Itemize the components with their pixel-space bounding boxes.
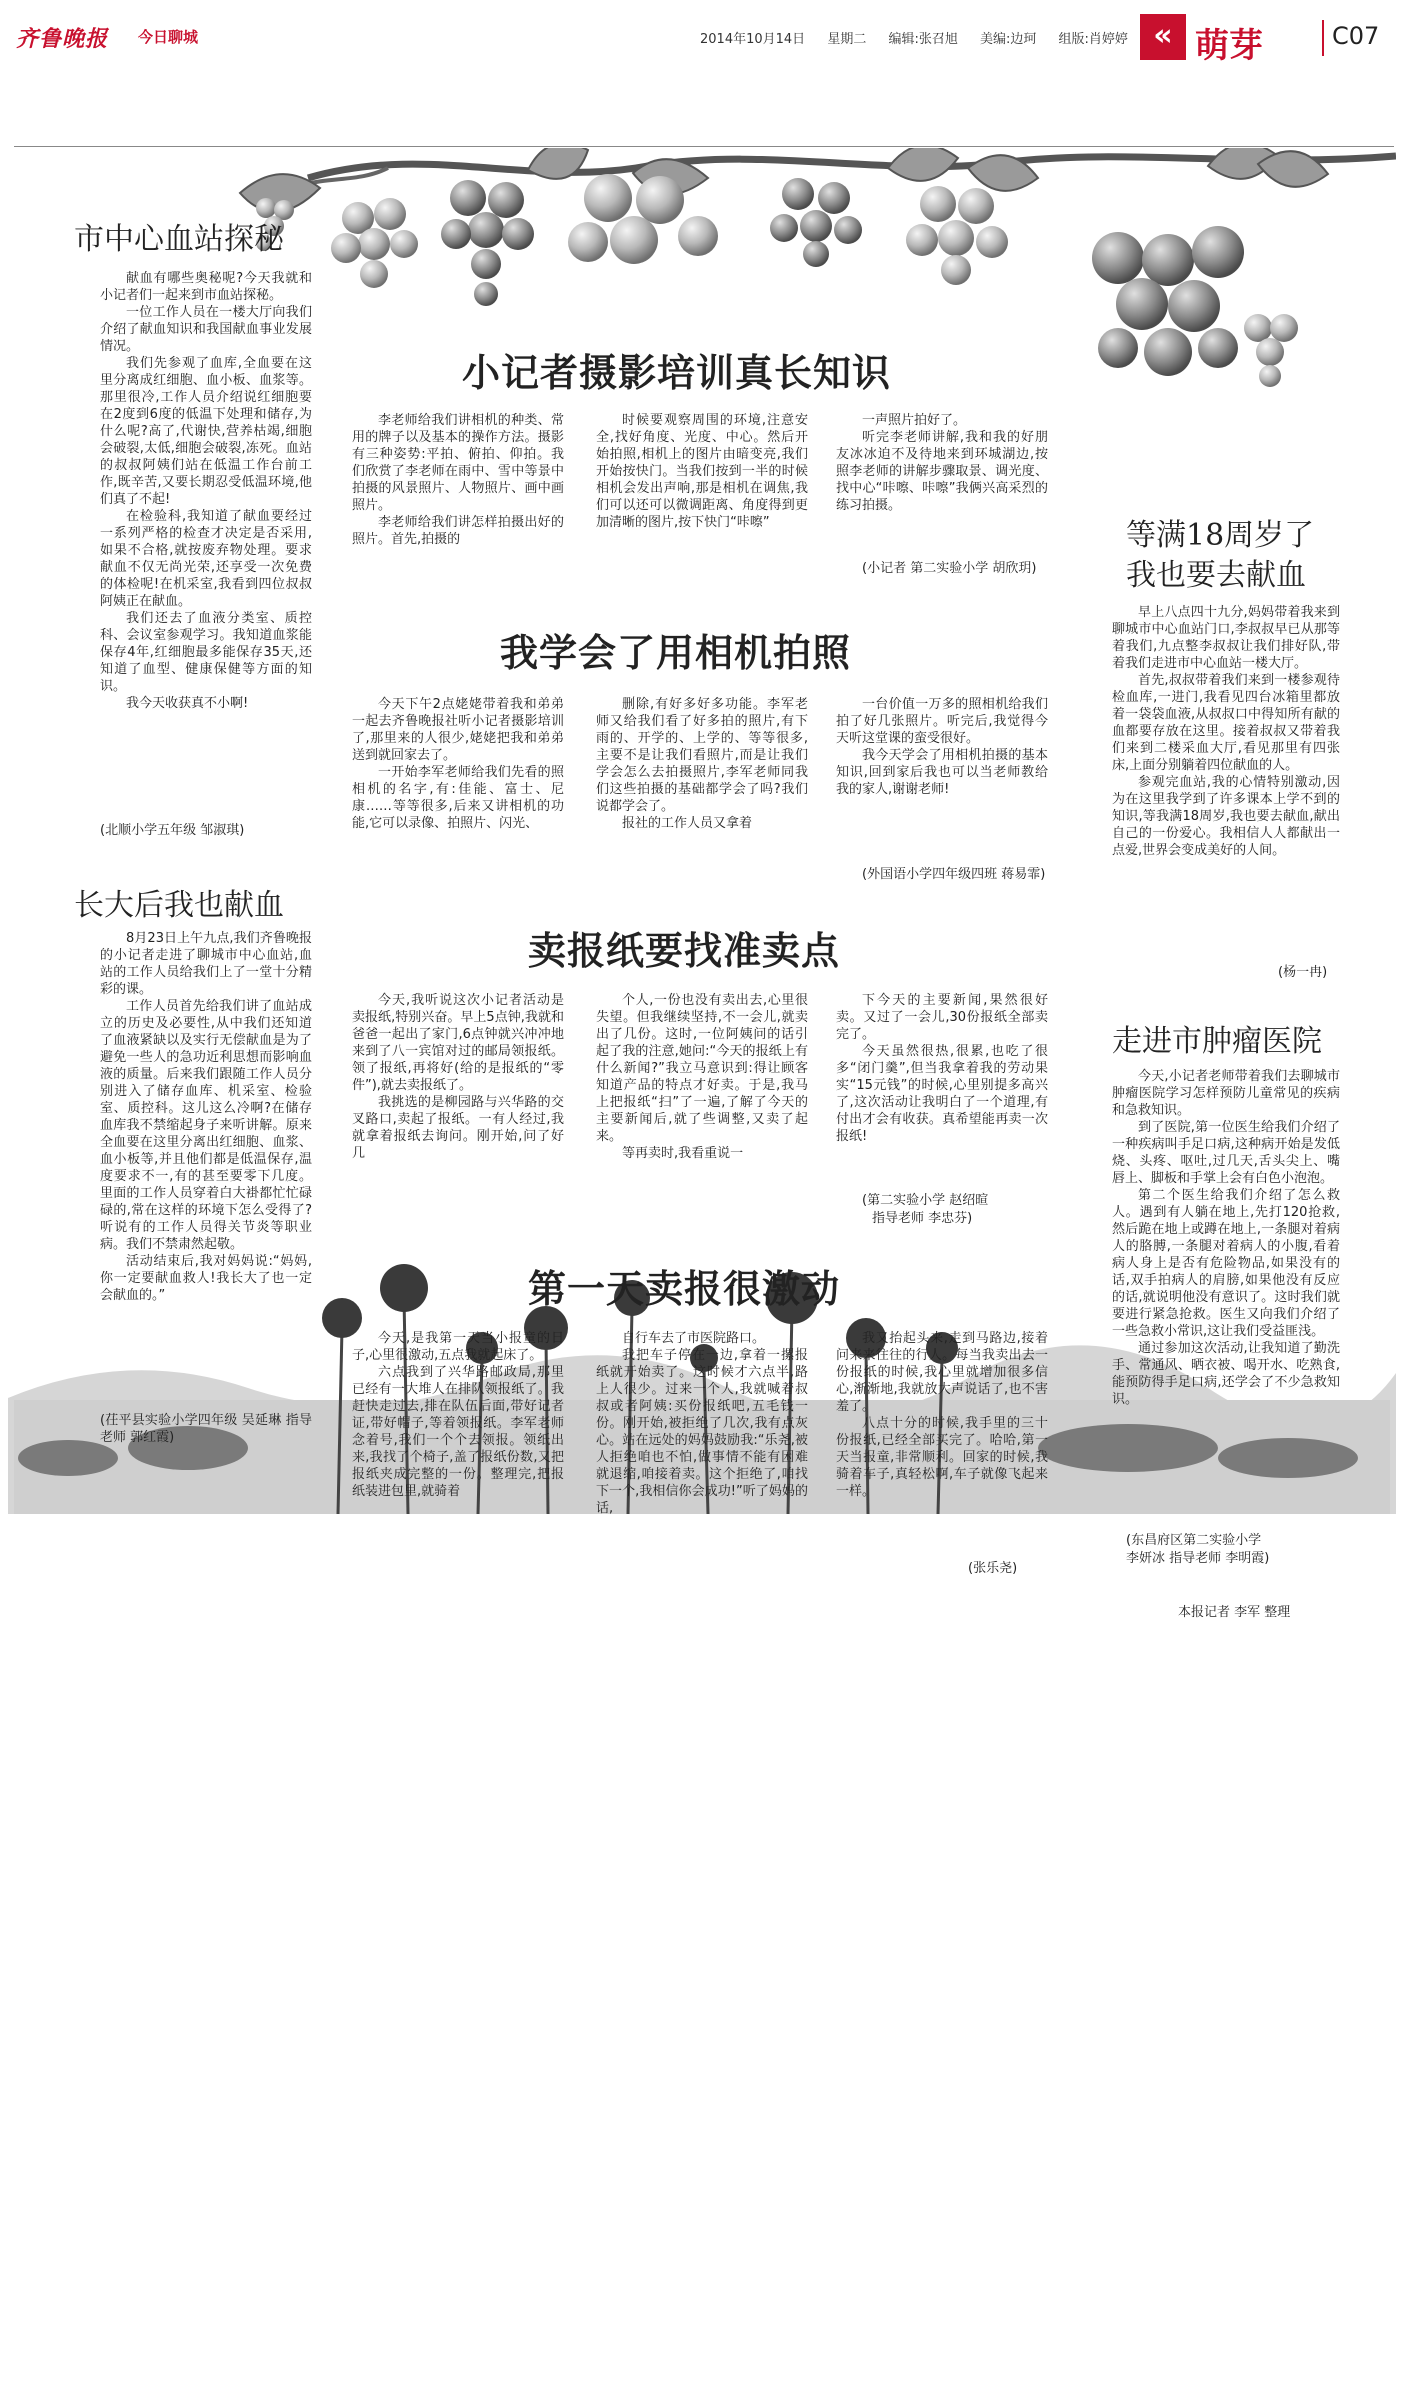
byline-grow-up-donate: (茌平县实验小学四年级 吴延琳 指导老师 郭红霞) [100,1413,312,1445]
paragraph: 我今天学会了用相机拍摄的基本知识,回到家后我也可以当老师教给我的家人,谢谢老师! [836,748,1048,797]
paragraph: 李老师给我们讲怎样拍摄出好的照片。首先,拍摄的 [352,515,564,547]
article-title-18-donate-l1: 等满18周岁了 [1126,518,1315,553]
paragraph: 时候要观察周围的环境,注意安全,找好角度、光度、中心。然后开始拍照,相机上的图片由暗变亮,我们开始按快门。当我们按到一半的时候相机会发出声响,那是相机在调焦,我们可以还可以微调距离、角度得到更加清晰的图片,按下快门“咔嚓” [596,413,808,530]
byline-18-donate: (杨一冉) [1278,965,1328,980]
article-title-first-day-selling: 第一天卖报很激动 [528,1267,841,1311]
paragraph: 我又抬起头来,走到马路边,接着问来来往往的行人。每当我卖出去一份报纸的时候,我心里就增加很多信心,渐渐地,我就放大声说话了,也不害羞了。 [836,1331,1048,1414]
article-body-18-donate [1112,604,1340,962]
paragraph: 下今天的主要新闻,果然很好卖。又过了一会儿,30份报纸全部卖完了。 [836,993,1048,1042]
header-info [700,28,1146,47]
paragraph: 自行车去了市医院路口。 [622,1331,766,1346]
paragraph: 报社的工作人员又拿着 [622,816,753,831]
paragraph: 听完李老师讲解,我和我的好朋友冰冰迫不及待地来到环城湖边,按照李老师的讲解步骤取景、调光度、找中心“咔嚓、咔嚓”我俩兴高采烈的练习拍摄。 [836,430,1048,513]
paragraph: 删除,有好多好多功能。李军老师又给我们看了好多拍的照片,有下雨的、开学的、上学的、等等很多,主要不是让我们看照片,而是让我们学会怎么去拍摄照片,李军老师同我们这些拍摄的基础都学会了吗?我们说都学会了。 [596,697,808,814]
article-title-learned-camera: 我学会了用相机拍照 [500,631,852,675]
paragraph: 工作人员首先给我们讲了血站成立的历史及必要性,从中我们还知道了血液紧缺以及实行无偿献血是为了避免一些人的急功近利思想而影响血液的质量。后来我们跟随工作人员分别进入了储存血库、机采室、检验室、质控科。这儿这么冷啊?在储存血库我不禁缩起身子来听讲解。原来全血要在这里分离出红细胞、血浆、血小板等,并且他们都是低温保存,温度要求不一,有的甚至要零下几度。里面的工作人员穿着白大褂都忙忙碌碌的,常在这样的环境下怎么受得了?听说有的工作人员得关节炎等职业病。我们不禁肃然起敬。 [100,999,312,1252]
issue-date: 2014年10月14日 [700,32,806,47]
paragraph: 等再卖时,我看重说一 [622,1146,744,1161]
article-title-sell-newspaper: 卖报纸要找准卖点 [528,929,841,973]
learned-camera-col2 [596,696,808,896]
paragraph: 一声照片拍好了。 [862,413,967,428]
byline-tumor-hospital-2: 李妍冰 指导老师 李明霞) [1126,1551,1270,1566]
first-day-selling-col2 [596,1330,808,1570]
paragraph: 到了医院,第一位医生给我们介绍了一种疾病叫手足口病,这种病开始是发低烧、头疼、呕吐,过几天,舌头尖上、嘴唇上、脚板和手掌上会有白色小泡泡。 [1112,1120,1340,1186]
paragraph: 我今天收获真不小啊! [126,696,249,711]
section-divider [1322,20,1324,56]
paragraph: 李老师给我们讲相机的种类、常用的牌子以及基本的操作方法。摄影有三种姿势:平拍、俯拍、仰拍。我们欣赏了李老师在雨中、雪中等景中拍摄的风景照片、人物照片、画中画照片。 [352,413,564,513]
paragraph: 首先,叔叔带着我们来到一楼参观待检血库,一进门,我看见四台冰箱里都放着一袋袋血液,从叔叔口中得知所有献的血都要存放在这里。接着叔叔又带着我们来到二楼采血大厅,看见那里有四张床,上面分别躺着四位献血的人。 [1112,673,1340,773]
masthead-subtitle: 今日聊城 [138,28,199,46]
section-title: 萌芽 [1195,26,1263,66]
paragraph: 早上八点四十九分,妈妈带着我来到聊城市中心血站门口,李叔叔早已从那等着我们,九点整李叔叔让我们排好队,带着我们走进市中心血站一楼大厅。 [1112,605,1340,671]
photo-training-col3 [836,412,1048,558]
article-title-photo-training: 小记者摄影培训真长知识 [462,351,892,395]
byline-tumor-hospital-1: (东昌府区第二实验小学 [1126,1533,1262,1548]
byline-learned-camera: (外国语小学四年级四班 蒋易霏) [862,867,1046,882]
header-rule [14,146,1394,147]
learned-camera-col1 [352,696,564,896]
grape-cluster-6 [906,186,1008,285]
sell-newspaper-col3 [836,992,1048,1188]
byline-first-day-selling: (张乐尧) [968,1561,1018,1576]
byline-sell-newspaper-2: 指导老师 李忠芬) [872,1211,973,1226]
paragraph: 我们先参观了血库,全血要在这里分离成红细胞、血小板、血浆等。那里很冷,工作人员介绍说红细胞要在2度到6度的低温下处理和储存,为什么呢?高了,代谢快,营养枯竭,细胞会破裂,太低,细胞会破裂,冻死。血站的叔叔阿姨们站在低温工作台前工作,既辛苦,又要长期忍受低温环境,他们真了不起! [100,356,312,507]
paragraph: 我把车子停在一边,拿着一摞报纸就开始卖了。这时候才六点半,路上人很少。过来一个人,我就喊着叔叔或者阿姨:买份报纸吧,五毛钱一份。刚开始,被拒绝了几次,我有点灰心。站在远处的妈妈鼓励我:“乐尧,被人拒绝咱也不怕,做事情不能有困难就退缩,咱接着卖。这个拒绝了,咱找下一个,我相信你会成功!”听了妈妈的话, [596,1348,808,1516]
paragraph: 献血有哪些奥秘呢?今天我就和小记者们一起来到市血站探秘。 [100,271,312,303]
paragraph: 一开始李军老师给我们先看的照相机的名字,有:佳能、富士、尼康……等等很多,后来又讲相机的功能,它可以录像、拍照片、闪光、 [352,765,564,831]
paragraph: 今天,小记者老师带着我们去聊城市肿瘤医院学习怎样预防儿童常见的疾病和急救知识。 [1112,1069,1340,1118]
paragraph: 一位工作人员在一楼大厅向我们介绍了献血知识和我国献血事业发展情况。 [100,305,312,354]
article-body-tumor-hospital [1112,1068,1340,1530]
photo-training-col2 [596,412,808,590]
first-day-selling-col1 [352,1330,564,1570]
byline-blood-station: (北顺小学五年级 邹淑琪) [100,823,245,838]
paragraph: 今天,我听说这次小记者活动是卖报纸,特别兴奋。早上5点钟,我就和爸爸一起出了家门,6点钟就兴冲冲地来到了八一宾馆对过的邮局领报纸。领了报纸,再将好(给的是报纸的“零件”),就去卖报纸了。 [352,993,564,1093]
issue-weekday: 星期二 [827,32,867,47]
photo-training-col1 [352,412,564,590]
article-body-blood-station [100,270,312,818]
grape-cluster-8 [1244,314,1298,387]
sell-newspaper-col1 [352,992,564,1214]
paragraph: 活动结束后,我对妈妈说:“妈妈,你一定要献血救人!我长大了也一定会献血的。” [100,1254,312,1303]
page-header [10,14,1400,66]
paragraph: 第二个医生给我们介绍了怎么救人。遇到有人躺在地上,先打120抢救,然后跪在地上或蹲在地上,一条腿对着病人的胳膊,一条腿对着病人的小腹,看着病人身上是否有危险物品,如果没有的话,双手拍病人的肩膀,如果他没有反应的话,就说明他没有意识了。这时我们就要进行紧急抢救。医生又向我们介绍了一些急救小常识,这让我们受益匪浅。 [1112,1188,1340,1339]
paragraph: 8月23日上午九点,我们齐鲁晚报的小记者走进了聊城市中心血站,血站的工作人员给我们上了一堂十分精彩的课。 [100,931,312,997]
byline-photo-training: (小记者 第二实验小学 胡欣玥) [862,561,1037,576]
paragraph: 八点十分的时候,我手里的三十份报纸,已经全部买完了。哈哈,第一天当报童,非常顺利。回家的时候,我骑着车子,真轻松啊,车子就像飞起来一样。 [836,1416,1048,1499]
paragraph: 六点我到了兴华路邮政局,那里已经有一大堆人在排队领报纸了。我赶快走过去,排在队伍后面,带好记者证,带好帽子,等着领报纸。李军老师念着号,我们一个个去领报。领纸出来,我找了个椅子,盖了报纸份数,又把报纸夹成完整的一份。整理完,把报纸装进包里,就骑着 [352,1365,564,1499]
paragraph: 今天虽然很热,很累,也吃了很多“闭门羹”,但当我拿着我的劳动果实“15元钱”的时候,心里别提多高兴了,这次活动让我明白了一个道理,有付出才会有收获。真希望能再卖一次报纸! [836,1044,1048,1144]
learned-camera-col3 [836,696,1048,864]
page-number: C07 [1332,22,1380,50]
chevron-left-logo-icon: « [1140,14,1186,60]
article-title-blood-station: 市中心血站探秘 [74,222,284,257]
article-title-grow-up-donate: 长大后我也献血 [74,888,284,923]
masthead: 齐鲁晚报 [16,26,109,52]
article-title-18-donate-l2: 我也要去献血 [1126,558,1306,593]
paragraph: 今天,是我第一天当小报童的日子,心里很激动,五点我就起床了。 [352,1331,564,1363]
paragraph: 今天下午2点姥姥带着我和弟弟一起去齐鲁晚报社听小记者摄影培训了,那里来的人很少,姥姥把我和弟弟送到就回家去了。 [352,697,564,763]
grape-cluster-2 [331,198,418,288]
sell-newspaper-col2 [596,992,808,1214]
paragraph: 我们还去了血液分类室、质控科、会议室参观学习。我知道血浆能保存4年,红细胞最多能保存35天,还知道了血型、健康保健等方面的知识。 [100,611,312,694]
editor-credit: 编辑:张召旭 [888,32,958,47]
paragraph: 我挑选的是柳园路与兴华路的交叉路口,卖起了报纸。一有人经过,我就拿着报纸去询问。刚开始,问了好几 [352,1095,564,1161]
art-editor-credit: 美编:边珂 [980,32,1037,47]
article-body-grow-up-donate [100,930,312,1412]
paragraph: 参观完血站,我的心情特别激动,因为在这里我学到了许多课本上学不到的知识,等我满18周岁,我也要去献血,献出自己的一份爱心。我相信人人都献出一点爱,世界会变成美好的人间。 [1112,775,1340,858]
editor-note: 本报记者 李军 整理 [1178,1605,1291,1620]
paragraph: 通过参加这次活动,让我知道了勤洗手、常通风、晒衣被、喝开水、吃熟食,能预防得手足口病,还学会了不少急救知识。 [1112,1341,1340,1407]
paragraph: 一台价值一万多的照相机给我们拍了好几张照片。听完后,我觉得今天听这堂课的蛮受很好。 [836,697,1048,746]
first-day-selling-col3 [836,1330,1048,1550]
grape-cluster-3 [441,180,534,306]
layout-credit: 组版:肖婷婷 [1058,32,1128,47]
byline-sell-newspaper-1: (第二实验小学 赵绍暄 [862,1193,989,1208]
paragraph: 在检验科,我知道了献血要经过一系列严格的检查才决定是否采用,如果不合格,就按废弃物处理。要求献血不仅无尚光荣,还享受一次免费的体检呢!在机采室,我看到四位叔叔阿姨正在献血。 [100,509,312,609]
grape-cluster-5 [770,178,862,267]
paragraph: 个人,一份也没有卖出去,心里很失望。但我继续坚持,不一会儿,就卖出了几份。这时,一位阿姨问的话引起了我的注意,她问:“今天的报纸上有什么新闻?”我立马意识到:得让顾客知道产品的特点才好卖。于是,我马上把报纸“扫”了一遍,了解了今天的主要新闻后,就了些调整,又卖了起来。 [596,993,808,1144]
grape-cluster-7 [1092,226,1244,376]
article-title-tumor-hospital: 走进市肿瘤医院 [1112,1024,1322,1059]
